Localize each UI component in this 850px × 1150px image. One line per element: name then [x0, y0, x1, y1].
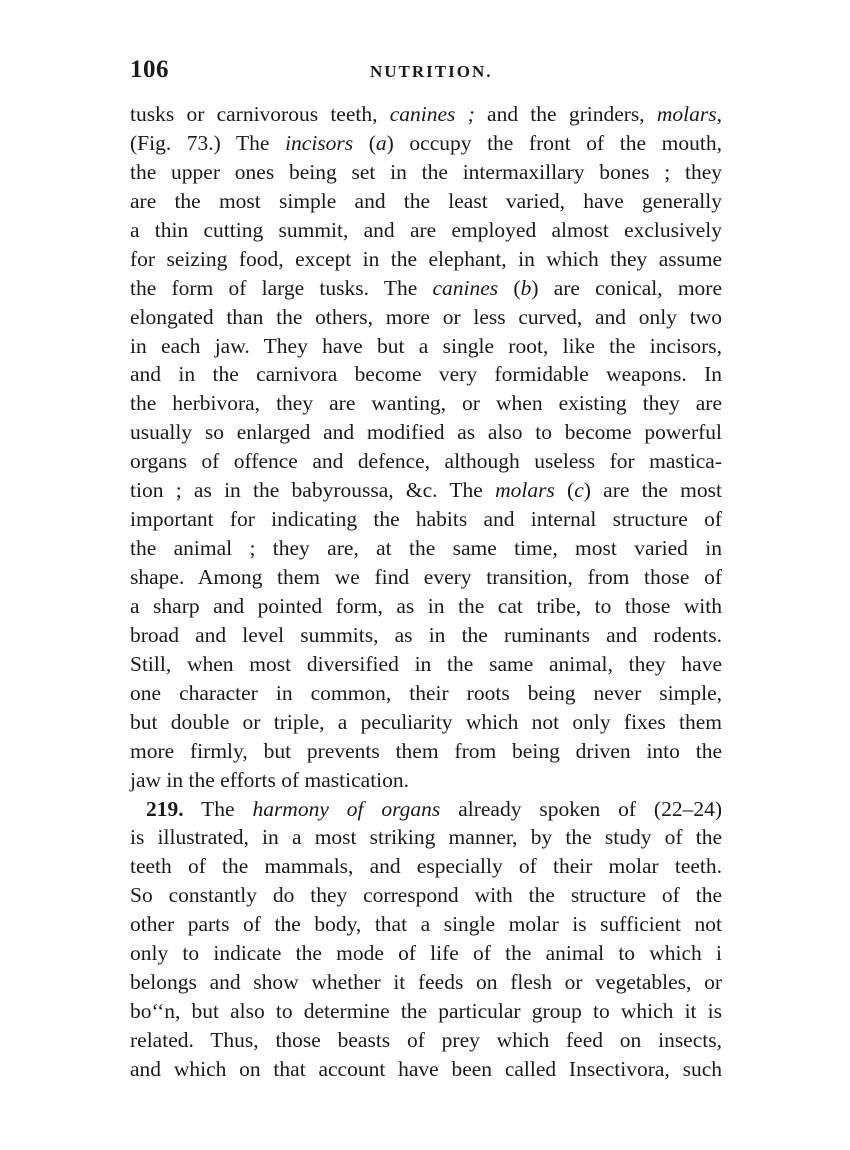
text-line: important for indicating the habits and internal structure of — [130, 507, 722, 532]
text-line: Still, when most diversified in the same animal, they have — [130, 651, 722, 676]
running-head: NUTRITION. — [370, 62, 493, 81]
page-header — [130, 56, 722, 86]
text-line: more firmly, but prevents them from being driven into the — [130, 738, 722, 763]
text-line: the upper ones being set in the intermaxillary bones ; they — [130, 159, 722, 184]
italic-term: incisors — [285, 130, 354, 155]
text-line: and which on that account have been called Insectivora, such — [130, 1056, 722, 1081]
text-line: for seizing food, except in the elephant, in which they assume — [130, 246, 722, 271]
text-line: usually so enlarged and modified as also to become powerful — [130, 420, 722, 445]
text-line: organs of offence and defence, although useless for mastica- — [130, 449, 722, 474]
page-number: 106 — [130, 56, 169, 83]
italic-term: harmony of organs — [252, 796, 441, 821]
text-line: one character in common, their roots being never simple, — [130, 680, 722, 705]
paragraph-number: 219. — [146, 796, 184, 821]
text-line: tion ; as in the babyroussa, &c. The molars (c) are the most — [130, 478, 722, 503]
italic-term: b — [520, 275, 532, 300]
text-line: tusks or carnivorous teeth, canines ; and the grinders, molars, — [130, 102, 722, 126]
text-line: So constantly do they correspond with the structure of the — [130, 883, 722, 908]
italic-term: canines ; — [389, 102, 475, 126]
italic-term: c — [574, 478, 584, 503]
italic-term: molars, — [656, 102, 722, 126]
italic-term: a — [375, 130, 387, 155]
text-line: is illustrated, in a most striking manner, by the study of the — [130, 825, 722, 850]
text-line: a sharp and pointed form, as in the cat tribe, to those with — [130, 593, 722, 618]
text-line: (Fig. 73.) The incisors (a) occupy the front of the mouth, — [130, 130, 722, 155]
text-line: are the most simple and the least varied, have generally — [130, 188, 722, 213]
text-line: teeth of the mammals, and especially of their molar teeth. — [130, 854, 722, 879]
text-line: other parts of the body, that a single molar is sufficient not — [130, 912, 722, 937]
text-line: the form of large tusks. The canines (b) are conical, more — [130, 275, 722, 300]
text-line: in each jaw. They have but a single root, like the incisors, — [130, 333, 722, 358]
text-line: shape. Among them we find every transition, from those of — [130, 565, 722, 589]
text-line: belongs and show whether it feeds on flesh or vegetables, or — [130, 970, 722, 995]
text-line: only to indicate the mode of life of the animal to which i — [130, 941, 722, 966]
italic-term: canines — [432, 275, 499, 300]
body-text — [130, 100, 722, 1084]
text-line: elongated than the others, more or less curved, and only two — [130, 304, 722, 329]
text-line: bo‘‘n, but also to determine the particular group to which it is — [130, 999, 722, 1024]
text-line: a thin cutting summit, and are employed almost exclusively — [130, 217, 722, 242]
text-line: and in the carnivora become very formidable weapons. In — [130, 362, 722, 387]
text-line: jaw in the efforts of mastication. — [130, 767, 410, 792]
text-line: but double or triple, a peculiarity which not only fixes them — [130, 709, 722, 734]
text-line: the animal ; they are, at the same time, most varied in — [130, 536, 722, 561]
text-line: related. Thus, those beasts of prey which feed on insects, — [130, 1028, 722, 1052]
text-line: the herbivora, they are wanting, or when existing they are — [130, 391, 722, 416]
text-line: broad and level summits, as in the ruminants and rodents. — [130, 622, 722, 647]
text-line: 219. The harmony of organs already spoken of (22–24) — [146, 796, 722, 821]
italic-term: molars — [495, 478, 555, 503]
